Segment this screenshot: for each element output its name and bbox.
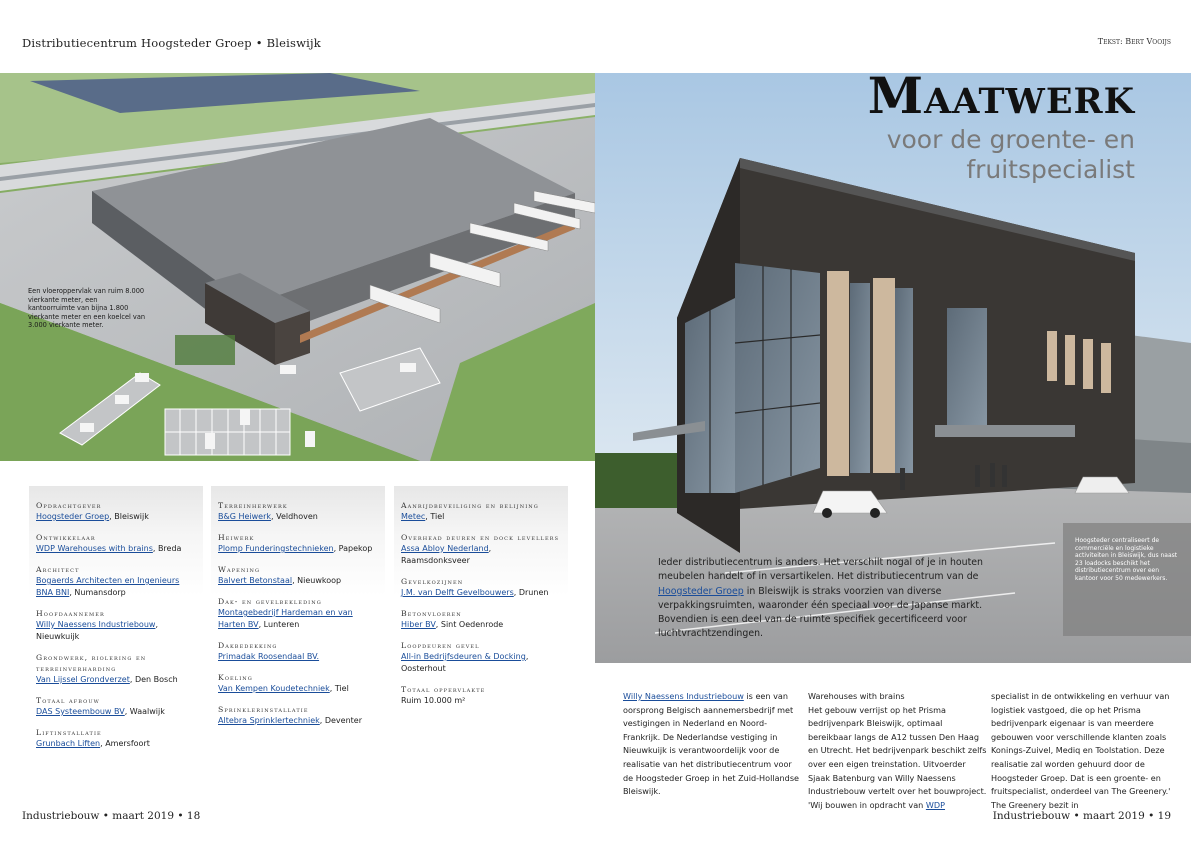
credit-entry [401, 576, 560, 599]
credit-entry [401, 608, 560, 631]
credit-location: , Waalwijk [124, 707, 165, 716]
credit-entry [36, 727, 195, 750]
credit-role: Aanrijdbeveiliging en belijning [401, 501, 539, 510]
credit-location: , Bleiswijk [109, 512, 149, 521]
facade-image-caption: Hoogsteder centraliseert de commerciële en logistieke activiteiten in Bleiswijk, dus naast 23 loadocks beschikt het distributiecentrum over een kantoor voor 50 medewerkers. [1063, 523, 1191, 636]
credit-location: , Den Bosch [129, 675, 178, 684]
credit-entry [401, 684, 560, 707]
credit-location: , Sint Oedenrode [435, 620, 504, 629]
credit-location: , Nieuwkuijk [36, 620, 158, 641]
aerial-render-image [0, 73, 595, 461]
credit-role: Ontwikkelaar [36, 533, 96, 542]
credit-company-link[interactable]: Grunbach Liften [36, 739, 101, 748]
credit-company-link[interactable]: Hiber BV [401, 620, 436, 629]
credit-company-link[interactable]: Van Kempen Koudetechniek [218, 684, 330, 693]
body-subheading: Warehouses with brains [808, 691, 905, 701]
credit-company-link[interactable]: Van Lijssel Grondverzet [36, 675, 130, 684]
credit-role: Architect [36, 565, 80, 574]
article-title: Maatwerk [867, 66, 1135, 125]
credit-role: Totaal afbouw [36, 696, 100, 705]
intro-text-1: Ieder distributiecentrum is anders. Het verschilt nogal of je in houten meubelen handelt of in versartikelen. Het distributiecentrum van de [658, 557, 983, 583]
credit-company-link[interactable]: All-in Bedrijfsdeuren & Docking [401, 652, 526, 661]
credit-location: , Numansdorp [69, 588, 126, 597]
credit-role: Wapening [218, 565, 261, 574]
credit-location: , Breda [152, 544, 182, 553]
body-text: is een van oorsprong Belgisch aannemersbedrijf met vestigingen in Nederland en Noord-Frankrijk. De Nederlandse vestiging in Nieuwkuijk is verantwoordelijk voor de realisatie van het distributiecentrum voor de Hoogsteder Groep in het Zuid-Hollandse Bleiswijk. [623, 691, 800, 797]
article-subtitle-line-2: fruitspecialist [966, 155, 1135, 184]
article-title-block [868, 66, 1135, 186]
credit-location: , Papekop [333, 544, 373, 553]
body-text: Het gebouw verrijst op het Prisma bedrijvenpark Bleiswijk, optimaal bereikbaar langs de A12 tussen Den Haag en Utrecht. Het bedrijvenpark beschikt zelfs over een eigen treinstation. Uitvoerder Sjaak Batenburg van Willy Naessens Industriebouw vertelt over het bouwproject. 'Wij bouwen in opdracht van [808, 704, 987, 810]
credit-entry [36, 608, 195, 643]
credit-entry [218, 640, 377, 663]
credit-role: Gevelkozijnen [401, 577, 464, 586]
credit-company-link[interactable]: Hoogsteder Groep [36, 512, 110, 521]
body-column-2 [808, 690, 988, 812]
credit-company-link[interactable]: Montagebedrijf Hardeman en van Harten BV [218, 608, 353, 629]
credit-company-link[interactable]: Altebra Sprinklertechniek [218, 716, 320, 725]
credit-role: Betonvloeren [401, 609, 462, 618]
credit-role: Koeling [218, 673, 253, 682]
credit-role: Overhead deuren en dock levellers [401, 533, 560, 542]
credit-company-link[interactable]: Assa Abloy Nederland [401, 544, 489, 553]
credit-entry [36, 652, 195, 686]
credit-company-link[interactable]: B&G Heiwerk [218, 512, 272, 521]
credit-role: Sprinklerinstallatie [218, 705, 309, 714]
credit-role: Hoofdaannemer [36, 609, 105, 618]
credit-company-link[interactable]: Bogaerds Architecten en Ingenieurs BNA BNI [36, 576, 180, 597]
credit-role: Heiwerk [218, 533, 255, 542]
credit-company-link[interactable]: DAS Systeembouw BV [36, 707, 125, 716]
credit-location: , Amersfoort [100, 739, 150, 748]
footer-left: Industriebouw • maart 2019 • 18 [22, 810, 201, 822]
running-header-author: Tekst: Bert Vooijs [1097, 37, 1171, 46]
credit-role: Opdrachtgever [36, 501, 102, 510]
credit-company-link[interactable]: Balvert Betonstaal [218, 576, 293, 585]
credit-role: Grondwerk, riolering en terreinverharding [36, 653, 147, 673]
body-text: specialist in de ontwikkeling en verhuur van logistiek vastgoed, die op het Prisma bedrijvenpark eigenaar is van meerdere gebouwen voor verschillende klanten zoals Konings-Zuivel, Mediq en Toolstation. Deze realisatie zal worden gehuurd door de Hoogsteder Groep. Dat is een groente- en fruitspecialist, onderdeel van The Greenery.' The Greenery bezit in [991, 691, 1171, 810]
intro-text-2: in Bleiswijk is straks voorzien van diverse verpakkingsruimten, waaronder één speciaal voor de Japanse markt. Bovendien is een deel van de ruimte specifiek gecertificeerd voor luchtvrachtzendingen. [658, 585, 983, 640]
running-header-left: Distributiecentrum Hoogsteder Groep • Bleiswijk [22, 36, 321, 50]
credit-role: Totaal oppervlakte [401, 685, 486, 694]
intro-paragraph [658, 556, 1003, 642]
credit-location: , Drunen [513, 588, 549, 597]
credit-location: , Tiel [425, 512, 445, 521]
credit-entry [218, 532, 377, 555]
credits-column-3 [394, 486, 568, 786]
credit-location: , Tiel [329, 684, 349, 693]
credit-role: Dak- en gevelbekleding [218, 597, 322, 606]
credit-location: , Veldhoven [271, 512, 318, 521]
footer-right: Industriebouw • maart 2019 • 19 [992, 810, 1171, 822]
credit-entry [401, 532, 560, 567]
credit-company-link[interactable]: Metec [401, 512, 426, 521]
body-column-3 [991, 690, 1171, 812]
credit-entry [36, 564, 195, 599]
credit-company-link[interactable]: J.M. van Delft Gevelbouwers [401, 588, 514, 597]
credit-entry [218, 704, 377, 727]
intro-link-hoogsteder[interactable]: Hoogsteder Groep [658, 585, 744, 597]
credit-entry [401, 500, 560, 523]
credits-column-2 [211, 486, 385, 786]
article-subtitle-line-1: voor de groente- en [886, 125, 1135, 154]
credit-entry [218, 672, 377, 695]
body-link-wdp[interactable]: WDP [925, 799, 946, 810]
credit-location: , Raamsdonksveer [401, 544, 492, 565]
credit-entry [36, 500, 195, 523]
credit-entry [218, 500, 377, 523]
body-link-willy-naessens[interactable]: Willy Naessens Industriebouw [623, 691, 744, 701]
credit-entry [36, 695, 195, 718]
credit-entry [36, 532, 195, 555]
credit-location: , Nieuwkoop [292, 576, 342, 585]
credits-column-1 [29, 486, 203, 786]
credit-company-link[interactable]: Plomp Funderingstechnieken [218, 544, 334, 553]
credit-company-link[interactable]: Primadak Roosendaal BV. [218, 652, 320, 661]
credit-entry [218, 564, 377, 587]
credit-company-link[interactable]: Willy Naessens Industriebouw [36, 620, 156, 629]
credit-role: Terreinherwerk [218, 501, 288, 510]
credit-role: Loopdeuren gevel [401, 641, 480, 650]
credit-location: , Lunteren [258, 620, 300, 629]
credit-location: , Oosterhout [401, 652, 529, 673]
credit-entry [218, 596, 377, 631]
credit-role: Liftinstallatie [36, 728, 102, 737]
credit-value: Ruim 10.000 m² [401, 696, 466, 705]
credit-role: Dakbedekking [218, 641, 278, 650]
credit-company-link[interactable]: WDP Warehouses with brains [36, 544, 153, 553]
credit-entry [401, 640, 560, 675]
body-column-1 [623, 690, 803, 799]
credit-location: , Deventer [319, 716, 362, 725]
aerial-image-caption: Een vloeroppervlak van ruim 8.000 vierkante meter, een kantoorruimte van bijna 1.800 vierkante meter en een koelcel van 3.000 vierkante meter. [28, 287, 146, 330]
